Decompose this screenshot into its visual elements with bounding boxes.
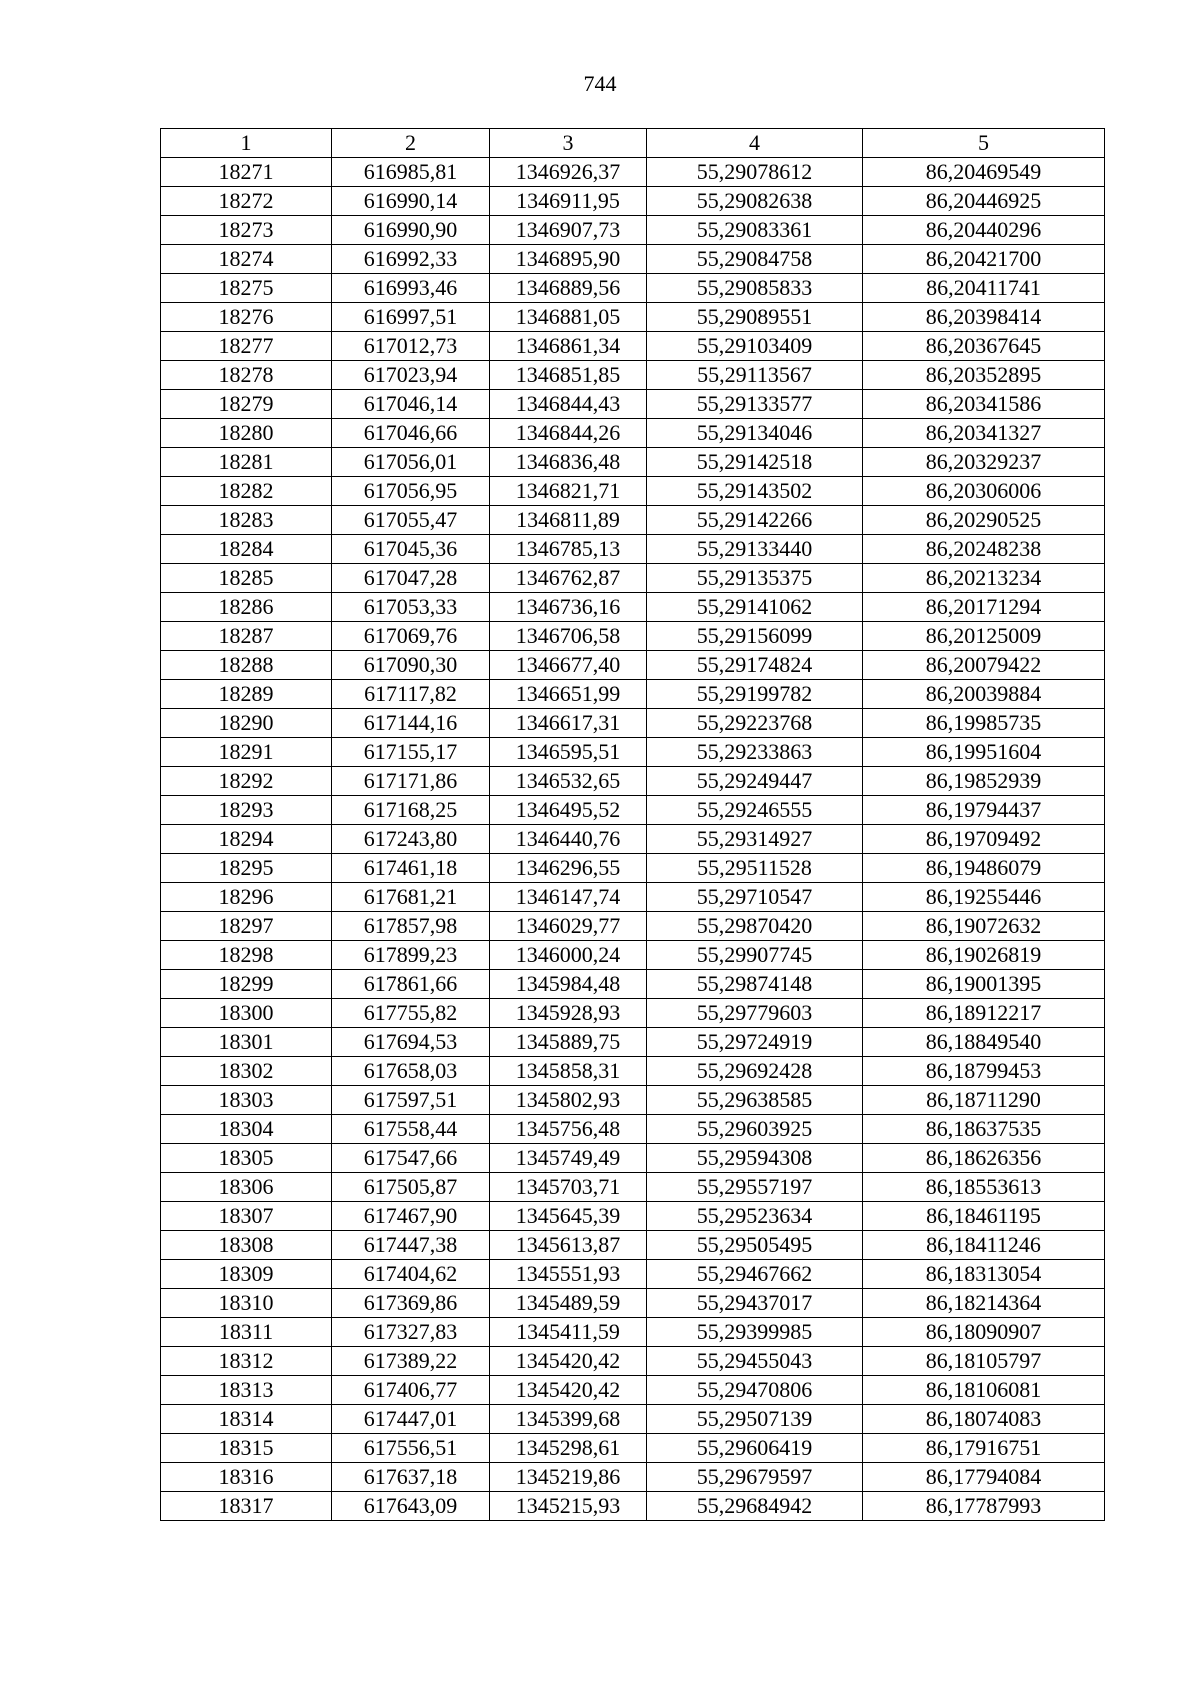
point-number-cell: 18275 — [161, 274, 332, 303]
latitude-cell: 55,29684942 — [647, 1492, 863, 1521]
table-row — [161, 1347, 1105, 1376]
latitude-cell: 55,29133577 — [647, 390, 863, 419]
y-coordinate-cell: 1345984,48 — [490, 970, 647, 999]
point-number-cell: 18312 — [161, 1347, 332, 1376]
y-coordinate-cell: 1346889,56 — [490, 274, 647, 303]
table-row — [161, 1202, 1105, 1231]
latitude-cell: 55,29089551 — [647, 303, 863, 332]
x-coordinate-cell: 616985,81 — [332, 158, 490, 187]
latitude-cell: 55,29113567 — [647, 361, 863, 390]
latitude-cell: 55,29679597 — [647, 1463, 863, 1492]
longitude-cell: 86,18411246 — [863, 1231, 1105, 1260]
longitude-cell: 86,20446925 — [863, 187, 1105, 216]
x-coordinate-cell: 617023,94 — [332, 361, 490, 390]
longitude-cell: 86,20290525 — [863, 506, 1105, 535]
y-coordinate-cell: 1345613,87 — [490, 1231, 647, 1260]
longitude-cell: 86,20469549 — [863, 158, 1105, 187]
point-number-cell: 18305 — [161, 1144, 332, 1173]
longitude-cell: 86,17916751 — [863, 1434, 1105, 1463]
table-row — [161, 1289, 1105, 1318]
table-row — [161, 1173, 1105, 1202]
y-coordinate-cell: 1346147,74 — [490, 883, 647, 912]
latitude-cell: 55,29249447 — [647, 767, 863, 796]
point-number-cell: 18314 — [161, 1405, 332, 1434]
point-number-cell: 18289 — [161, 680, 332, 709]
longitude-cell: 86,19709492 — [863, 825, 1105, 854]
y-coordinate-cell: 1346861,34 — [490, 332, 647, 361]
x-coordinate-cell: 617447,38 — [332, 1231, 490, 1260]
table-row — [161, 593, 1105, 622]
x-coordinate-cell: 617055,47 — [332, 506, 490, 535]
point-number-cell: 18286 — [161, 593, 332, 622]
x-coordinate-cell: 617899,23 — [332, 941, 490, 970]
latitude-cell: 55,29156099 — [647, 622, 863, 651]
longitude-cell: 86,19985735 — [863, 709, 1105, 738]
x-coordinate-cell: 617857,98 — [332, 912, 490, 941]
coordinates-table-body — [161, 129, 1105, 1521]
y-coordinate-cell: 1345215,93 — [490, 1492, 647, 1521]
point-number-cell: 18279 — [161, 390, 332, 419]
table-row — [161, 448, 1105, 477]
table-row — [161, 1028, 1105, 1057]
point-number-cell: 18282 — [161, 477, 332, 506]
longitude-cell: 86,18313054 — [863, 1260, 1105, 1289]
latitude-cell: 55,29085833 — [647, 274, 863, 303]
longitude-cell: 86,20421700 — [863, 245, 1105, 274]
longitude-cell: 86,19794437 — [863, 796, 1105, 825]
latitude-cell: 55,29638585 — [647, 1086, 863, 1115]
x-coordinate-cell: 617558,44 — [332, 1115, 490, 1144]
longitude-cell: 86,20248238 — [863, 535, 1105, 564]
point-number-cell: 18303 — [161, 1086, 332, 1115]
x-coordinate-cell: 617461,18 — [332, 854, 490, 883]
y-coordinate-cell: 1346821,71 — [490, 477, 647, 506]
column-header: 1 — [161, 129, 332, 158]
latitude-cell: 55,29083361 — [647, 216, 863, 245]
table-row — [161, 767, 1105, 796]
latitude-cell: 55,29199782 — [647, 680, 863, 709]
table-row — [161, 1318, 1105, 1347]
x-coordinate-cell: 617243,80 — [332, 825, 490, 854]
y-coordinate-cell: 1345420,42 — [490, 1347, 647, 1376]
table-row — [161, 825, 1105, 854]
x-coordinate-cell: 617056,01 — [332, 448, 490, 477]
y-coordinate-cell: 1345858,31 — [490, 1057, 647, 1086]
longitude-cell: 86,17787993 — [863, 1492, 1105, 1521]
point-number-cell: 18296 — [161, 883, 332, 912]
x-coordinate-cell: 617155,17 — [332, 738, 490, 767]
column-header: 4 — [647, 129, 863, 158]
longitude-cell: 86,20125009 — [863, 622, 1105, 651]
point-number-cell: 18308 — [161, 1231, 332, 1260]
longitude-cell: 86,18912217 — [863, 999, 1105, 1028]
longitude-cell: 86,17794084 — [863, 1463, 1105, 1492]
table-row — [161, 1086, 1105, 1115]
longitude-cell: 86,20079422 — [863, 651, 1105, 680]
table-row — [161, 332, 1105, 361]
point-number-cell: 18287 — [161, 622, 332, 651]
table-row — [161, 1115, 1105, 1144]
latitude-cell: 55,29523634 — [647, 1202, 863, 1231]
table-row — [161, 564, 1105, 593]
y-coordinate-cell: 1345420,42 — [490, 1376, 647, 1405]
latitude-cell: 55,29603925 — [647, 1115, 863, 1144]
y-coordinate-cell: 1346440,76 — [490, 825, 647, 854]
x-coordinate-cell: 616992,33 — [332, 245, 490, 274]
y-coordinate-cell: 1346785,13 — [490, 535, 647, 564]
point-number-cell: 18311 — [161, 1318, 332, 1347]
point-number-cell: 18301 — [161, 1028, 332, 1057]
x-coordinate-cell: 617643,09 — [332, 1492, 490, 1521]
longitude-cell: 86,18461195 — [863, 1202, 1105, 1231]
longitude-cell: 86,19951604 — [863, 738, 1105, 767]
x-coordinate-cell: 617406,77 — [332, 1376, 490, 1405]
y-coordinate-cell: 1346811,89 — [490, 506, 647, 535]
point-number-cell: 18295 — [161, 854, 332, 883]
y-coordinate-cell: 1346000,24 — [490, 941, 647, 970]
longitude-cell: 86,19852939 — [863, 767, 1105, 796]
longitude-cell: 86,20352895 — [863, 361, 1105, 390]
longitude-cell: 86,20411741 — [863, 274, 1105, 303]
point-number-cell: 18283 — [161, 506, 332, 535]
x-coordinate-cell: 617404,62 — [332, 1260, 490, 1289]
table-row — [161, 216, 1105, 245]
point-number-cell: 18273 — [161, 216, 332, 245]
point-number-cell: 18292 — [161, 767, 332, 796]
table-row — [161, 651, 1105, 680]
y-coordinate-cell: 1346651,99 — [490, 680, 647, 709]
table-row — [161, 912, 1105, 941]
longitude-cell: 86,20329237 — [863, 448, 1105, 477]
latitude-cell: 55,29084758 — [647, 245, 863, 274]
x-coordinate-cell: 616990,14 — [332, 187, 490, 216]
longitude-cell: 86,18626356 — [863, 1144, 1105, 1173]
table-row — [161, 796, 1105, 825]
x-coordinate-cell: 617090,30 — [332, 651, 490, 680]
longitude-cell: 86,20367645 — [863, 332, 1105, 361]
y-coordinate-cell: 1346851,85 — [490, 361, 647, 390]
table-row — [161, 622, 1105, 651]
point-number-cell: 18313 — [161, 1376, 332, 1405]
longitude-cell: 86,20398414 — [863, 303, 1105, 332]
latitude-cell: 55,29399985 — [647, 1318, 863, 1347]
latitude-cell: 55,29134046 — [647, 419, 863, 448]
y-coordinate-cell: 1346844,26 — [490, 419, 647, 448]
y-coordinate-cell: 1345703,71 — [490, 1173, 647, 1202]
y-coordinate-cell: 1345219,86 — [490, 1463, 647, 1492]
table-row — [161, 970, 1105, 999]
latitude-cell: 55,29505495 — [647, 1231, 863, 1260]
point-number-cell: 18271 — [161, 158, 332, 187]
point-number-cell: 18291 — [161, 738, 332, 767]
y-coordinate-cell: 1346762,87 — [490, 564, 647, 593]
latitude-cell: 55,29724919 — [647, 1028, 863, 1057]
latitude-cell: 55,29233863 — [647, 738, 863, 767]
latitude-cell: 55,29470806 — [647, 1376, 863, 1405]
longitude-cell: 86,20341586 — [863, 390, 1105, 419]
table-row — [161, 477, 1105, 506]
latitude-cell: 55,29779603 — [647, 999, 863, 1028]
x-coordinate-cell: 617047,28 — [332, 564, 490, 593]
y-coordinate-cell: 1346736,16 — [490, 593, 647, 622]
latitude-cell: 55,29141062 — [647, 593, 863, 622]
y-coordinate-cell: 1345928,93 — [490, 999, 647, 1028]
point-number-cell: 18276 — [161, 303, 332, 332]
longitude-cell: 86,18637535 — [863, 1115, 1105, 1144]
latitude-cell: 55,29078612 — [647, 158, 863, 187]
x-coordinate-cell: 617637,18 — [332, 1463, 490, 1492]
point-number-cell: 18278 — [161, 361, 332, 390]
table-row — [161, 187, 1105, 216]
point-number-cell: 18298 — [161, 941, 332, 970]
y-coordinate-cell: 1345802,93 — [490, 1086, 647, 1115]
longitude-cell: 86,18553613 — [863, 1173, 1105, 1202]
point-number-cell: 18315 — [161, 1434, 332, 1463]
point-number-cell: 18310 — [161, 1289, 332, 1318]
latitude-cell: 55,29907745 — [647, 941, 863, 970]
table-row — [161, 709, 1105, 738]
x-coordinate-cell: 617012,73 — [332, 332, 490, 361]
latitude-cell: 55,29246555 — [647, 796, 863, 825]
table-header-row — [161, 129, 1105, 158]
latitude-cell: 55,29143502 — [647, 477, 863, 506]
longitude-cell: 86,18214364 — [863, 1289, 1105, 1318]
table-row — [161, 1463, 1105, 1492]
latitude-cell: 55,29437017 — [647, 1289, 863, 1318]
latitude-cell: 55,29507139 — [647, 1405, 863, 1434]
y-coordinate-cell: 1346595,51 — [490, 738, 647, 767]
table-row — [161, 274, 1105, 303]
latitude-cell: 55,29133440 — [647, 535, 863, 564]
table-row — [161, 1434, 1105, 1463]
point-number-cell: 18317 — [161, 1492, 332, 1521]
column-header: 2 — [332, 129, 490, 158]
x-coordinate-cell: 617046,66 — [332, 419, 490, 448]
longitude-cell: 86,19001395 — [863, 970, 1105, 999]
longitude-cell: 86,18799453 — [863, 1057, 1105, 1086]
latitude-cell: 55,29135375 — [647, 564, 863, 593]
table-row — [161, 361, 1105, 390]
longitude-cell: 86,19026819 — [863, 941, 1105, 970]
table-row — [161, 883, 1105, 912]
latitude-cell: 55,29874148 — [647, 970, 863, 999]
longitude-cell: 86,18090907 — [863, 1318, 1105, 1347]
latitude-cell: 55,29870420 — [647, 912, 863, 941]
longitude-cell: 86,18106081 — [863, 1376, 1105, 1405]
latitude-cell: 55,29314927 — [647, 825, 863, 854]
y-coordinate-cell: 1345411,59 — [490, 1318, 647, 1347]
latitude-cell: 55,29557197 — [647, 1173, 863, 1202]
x-coordinate-cell: 617056,95 — [332, 477, 490, 506]
point-number-cell: 18309 — [161, 1260, 332, 1289]
latitude-cell: 55,29692428 — [647, 1057, 863, 1086]
x-coordinate-cell: 617069,76 — [332, 622, 490, 651]
x-coordinate-cell: 617556,51 — [332, 1434, 490, 1463]
x-coordinate-cell: 617168,25 — [332, 796, 490, 825]
x-coordinate-cell: 617755,82 — [332, 999, 490, 1028]
table-row — [161, 1376, 1105, 1405]
longitude-cell: 86,20440296 — [863, 216, 1105, 245]
y-coordinate-cell: 1346617,31 — [490, 709, 647, 738]
longitude-cell: 86,19486079 — [863, 854, 1105, 883]
y-coordinate-cell: 1346907,73 — [490, 216, 647, 245]
table-row — [161, 158, 1105, 187]
page-number: 744 — [583, 71, 617, 96]
table-row — [161, 506, 1105, 535]
y-coordinate-cell: 1346895,90 — [490, 245, 647, 274]
y-coordinate-cell: 1346495,52 — [490, 796, 647, 825]
y-coordinate-cell: 1345889,75 — [490, 1028, 647, 1057]
point-number-cell: 18316 — [161, 1463, 332, 1492]
point-number-cell: 18272 — [161, 187, 332, 216]
coordinates-table — [160, 128, 1105, 1521]
longitude-cell: 86,18105797 — [863, 1347, 1105, 1376]
longitude-cell: 86,20213234 — [863, 564, 1105, 593]
x-coordinate-cell: 617117,82 — [332, 680, 490, 709]
latitude-cell: 55,29606419 — [647, 1434, 863, 1463]
point-number-cell: 18293 — [161, 796, 332, 825]
y-coordinate-cell: 1346532,65 — [490, 767, 647, 796]
latitude-cell: 55,29142266 — [647, 506, 863, 535]
longitude-cell: 86,19255446 — [863, 883, 1105, 912]
table-row — [161, 1231, 1105, 1260]
x-coordinate-cell: 617327,83 — [332, 1318, 490, 1347]
table-row — [161, 535, 1105, 564]
longitude-cell: 86,20341327 — [863, 419, 1105, 448]
y-coordinate-cell: 1345489,59 — [490, 1289, 647, 1318]
x-coordinate-cell: 617389,22 — [332, 1347, 490, 1376]
y-coordinate-cell: 1346926,37 — [490, 158, 647, 187]
y-coordinate-cell: 1346706,58 — [490, 622, 647, 651]
longitude-cell: 86,20171294 — [863, 593, 1105, 622]
table-row — [161, 738, 1105, 767]
x-coordinate-cell: 617144,16 — [332, 709, 490, 738]
y-coordinate-cell: 1345756,48 — [490, 1115, 647, 1144]
point-number-cell: 18299 — [161, 970, 332, 999]
x-coordinate-cell: 617597,51 — [332, 1086, 490, 1115]
x-coordinate-cell: 617505,87 — [332, 1173, 490, 1202]
point-number-cell: 18280 — [161, 419, 332, 448]
column-header: 5 — [863, 129, 1105, 158]
x-coordinate-cell: 617447,01 — [332, 1405, 490, 1434]
point-number-cell: 18294 — [161, 825, 332, 854]
latitude-cell: 55,29142518 — [647, 448, 863, 477]
y-coordinate-cell: 1346296,55 — [490, 854, 647, 883]
x-coordinate-cell: 617053,33 — [332, 593, 490, 622]
x-coordinate-cell: 616997,51 — [332, 303, 490, 332]
x-coordinate-cell: 616990,90 — [332, 216, 490, 245]
table-row — [161, 941, 1105, 970]
latitude-cell: 55,29223768 — [647, 709, 863, 738]
y-coordinate-cell: 1346844,43 — [490, 390, 647, 419]
x-coordinate-cell: 617171,86 — [332, 767, 490, 796]
point-number-cell: 18300 — [161, 999, 332, 1028]
x-coordinate-cell: 617467,90 — [332, 1202, 490, 1231]
longitude-cell: 86,18849540 — [863, 1028, 1105, 1057]
table-row — [161, 245, 1105, 274]
column-header: 3 — [490, 129, 647, 158]
table-row — [161, 390, 1105, 419]
latitude-cell: 55,29594308 — [647, 1144, 863, 1173]
longitude-cell: 86,20306006 — [863, 477, 1105, 506]
x-coordinate-cell: 617046,14 — [332, 390, 490, 419]
x-coordinate-cell: 616993,46 — [332, 274, 490, 303]
table-row — [161, 1405, 1105, 1434]
point-number-cell: 18304 — [161, 1115, 332, 1144]
point-number-cell: 18288 — [161, 651, 332, 680]
longitude-cell: 86,20039884 — [863, 680, 1105, 709]
point-number-cell: 18285 — [161, 564, 332, 593]
x-coordinate-cell: 617861,66 — [332, 970, 490, 999]
latitude-cell: 55,29174824 — [647, 651, 863, 680]
x-coordinate-cell: 617045,36 — [332, 535, 490, 564]
latitude-cell: 55,29082638 — [647, 187, 863, 216]
y-coordinate-cell: 1346836,48 — [490, 448, 647, 477]
latitude-cell: 55,29710547 — [647, 883, 863, 912]
table-row — [161, 303, 1105, 332]
y-coordinate-cell: 1346911,95 — [490, 187, 647, 216]
longitude-cell: 86,18074083 — [863, 1405, 1105, 1434]
table-row — [161, 680, 1105, 709]
x-coordinate-cell: 617694,53 — [332, 1028, 490, 1057]
y-coordinate-cell: 1345645,39 — [490, 1202, 647, 1231]
point-number-cell: 18297 — [161, 912, 332, 941]
y-coordinate-cell: 1345399,68 — [490, 1405, 647, 1434]
latitude-cell: 55,29103409 — [647, 332, 863, 361]
y-coordinate-cell: 1345551,93 — [490, 1260, 647, 1289]
point-number-cell: 18284 — [161, 535, 332, 564]
point-number-cell: 18307 — [161, 1202, 332, 1231]
y-coordinate-cell: 1346677,40 — [490, 651, 647, 680]
point-number-cell: 18274 — [161, 245, 332, 274]
point-number-cell: 18277 — [161, 332, 332, 361]
latitude-cell: 55,29467662 — [647, 1260, 863, 1289]
x-coordinate-cell: 617681,21 — [332, 883, 490, 912]
x-coordinate-cell: 617547,66 — [332, 1144, 490, 1173]
longitude-cell: 86,19072632 — [863, 912, 1105, 941]
y-coordinate-cell: 1346029,77 — [490, 912, 647, 941]
table-row — [161, 1057, 1105, 1086]
table-row — [161, 1492, 1105, 1521]
point-number-cell: 18290 — [161, 709, 332, 738]
y-coordinate-cell: 1345298,61 — [490, 1434, 647, 1463]
longitude-cell: 86,18711290 — [863, 1086, 1105, 1115]
latitude-cell: 55,29455043 — [647, 1347, 863, 1376]
table-row — [161, 1260, 1105, 1289]
table-row — [161, 1144, 1105, 1173]
latitude-cell: 55,29511528 — [647, 854, 863, 883]
y-coordinate-cell: 1345749,49 — [490, 1144, 647, 1173]
y-coordinate-cell: 1346881,05 — [490, 303, 647, 332]
table-row — [161, 419, 1105, 448]
x-coordinate-cell: 617369,86 — [332, 1289, 490, 1318]
point-number-cell: 18306 — [161, 1173, 332, 1202]
point-number-cell: 18281 — [161, 448, 332, 477]
table-row — [161, 999, 1105, 1028]
table-row — [161, 854, 1105, 883]
x-coordinate-cell: 617658,03 — [332, 1057, 490, 1086]
point-number-cell: 18302 — [161, 1057, 332, 1086]
